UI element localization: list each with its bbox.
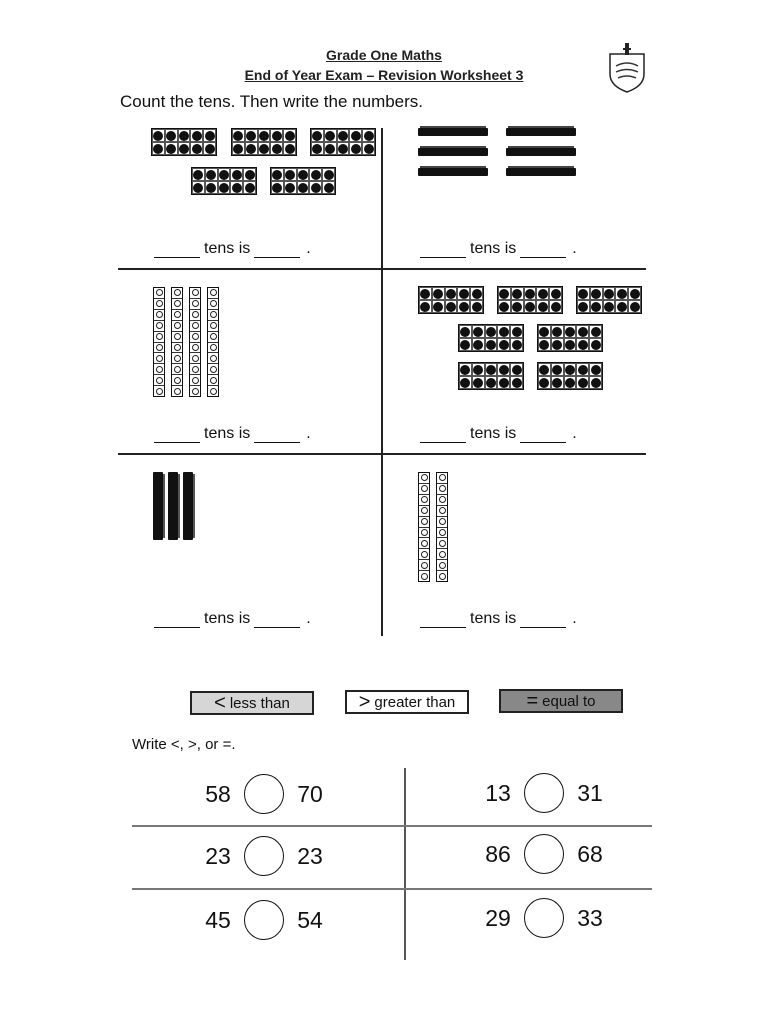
ten-rod	[168, 472, 178, 540]
compare-divider-vertical	[404, 768, 406, 960]
number-blank[interactable]	[254, 613, 300, 628]
right-number: 33	[577, 904, 603, 931]
ten-frame	[270, 167, 336, 195]
ten-frame	[458, 362, 524, 390]
answer-circle[interactable]	[244, 900, 284, 940]
ten-frame	[537, 324, 603, 352]
legend-greater-than	[345, 690, 469, 714]
tens-is-label: tens is	[470, 610, 517, 627]
ten-rod	[418, 148, 488, 156]
ten-rod	[506, 128, 576, 136]
comparison-item-1	[198, 774, 330, 814]
right-number: 68	[577, 840, 603, 867]
tens-is-label: tens is	[204, 425, 251, 442]
worksheet-title: Grade One Maths	[326, 47, 442, 63]
tens-blank[interactable]	[420, 613, 466, 628]
answer-line-5	[150, 610, 311, 628]
ten-rod	[153, 472, 163, 540]
period: .	[572, 610, 577, 627]
answer-circle[interactable]	[244, 774, 284, 814]
cube-tower	[418, 472, 430, 582]
count-tens-instruction: Count the tens. Then write the numbers.	[120, 92, 424, 111]
ten-frame	[458, 324, 524, 352]
tens-is-label: tens is	[470, 240, 517, 257]
period: .	[572, 425, 577, 442]
less-than-symbol: <	[214, 692, 226, 714]
number-blank[interactable]	[254, 428, 300, 443]
period: .	[572, 240, 577, 257]
cube-tower	[436, 472, 448, 582]
right-number: 31	[577, 779, 603, 806]
ten-rod	[183, 472, 193, 540]
answer-circle[interactable]	[524, 834, 564, 874]
period: .	[306, 425, 311, 442]
cube-tower	[171, 287, 183, 397]
right-number: 23	[297, 842, 323, 869]
comparison-item-6	[478, 898, 610, 938]
answer-circle[interactable]	[524, 898, 564, 938]
tens-is-label: tens is	[470, 425, 517, 442]
answer-circle[interactable]	[524, 773, 564, 813]
answer-line-1	[150, 240, 311, 258]
left-number: 13	[485, 779, 511, 806]
ten-rod	[418, 168, 488, 176]
left-number: 23	[205, 842, 231, 869]
ten-rod	[506, 148, 576, 156]
comparison-item-3	[198, 836, 330, 876]
comparison-item-2	[478, 773, 610, 813]
grid-divider-horizontal-2	[118, 453, 646, 455]
equal-symbol: =	[526, 690, 539, 712]
tens-blank[interactable]	[154, 243, 200, 258]
ten-frame	[231, 128, 297, 156]
tens-blank[interactable]	[154, 613, 200, 628]
answer-line-4	[416, 425, 577, 443]
answer-line-6	[416, 610, 577, 628]
worksheet-subtitle: End of Year Exam – Revision Worksheet 3	[244, 67, 524, 83]
tens-blank[interactable]	[420, 243, 466, 258]
number-blank[interactable]	[520, 613, 566, 628]
period: .	[306, 610, 311, 627]
cube-tower	[153, 287, 165, 397]
grid-divider-vertical	[381, 128, 383, 636]
compare-divider-horizontal-1	[132, 825, 652, 827]
tens-blank[interactable]	[154, 428, 200, 443]
ten-frame	[497, 286, 563, 314]
cube-tower	[189, 287, 201, 397]
write-symbols-instruction: Write <, >, or =.	[132, 736, 236, 753]
grid-divider-horizontal-1	[118, 268, 646, 270]
left-number: 45	[205, 906, 231, 933]
right-number: 70	[297, 780, 323, 807]
greater-than-symbol: >	[358, 691, 371, 713]
legend-less-than	[190, 691, 314, 715]
tens-is-label: tens is	[204, 240, 251, 257]
comparison-item-4	[478, 834, 610, 874]
less-than-label: less than	[229, 694, 290, 712]
number-blank[interactable]	[520, 428, 566, 443]
legend-equal-to	[499, 689, 623, 713]
ten-rod	[418, 128, 488, 136]
number-blank[interactable]	[254, 243, 300, 258]
answer-circle[interactable]	[244, 836, 284, 876]
ten-frame	[310, 128, 376, 156]
cube-tower	[207, 287, 219, 397]
period: .	[306, 240, 311, 257]
number-blank[interactable]	[520, 243, 566, 258]
ten-frame	[576, 286, 642, 314]
equal-to-label: equal to	[542, 692, 596, 710]
compare-divider-horizontal-2	[132, 888, 652, 890]
ten-frame	[191, 167, 257, 195]
right-number: 54	[297, 906, 323, 933]
left-number: 29	[485, 904, 511, 931]
answer-line-2	[416, 240, 577, 258]
tens-is-label: tens is	[204, 610, 251, 627]
ten-rod	[506, 168, 576, 176]
ten-frame	[418, 286, 484, 314]
left-number: 86	[485, 840, 511, 867]
answer-line-3	[150, 425, 311, 443]
ten-frame	[151, 128, 217, 156]
ten-frame	[537, 362, 603, 390]
tens-blank[interactable]	[420, 428, 466, 443]
comparison-item-5	[198, 900, 330, 940]
left-number: 58	[205, 780, 231, 807]
school-crest-icon	[606, 40, 648, 94]
greater-than-label: greater than	[374, 693, 456, 711]
